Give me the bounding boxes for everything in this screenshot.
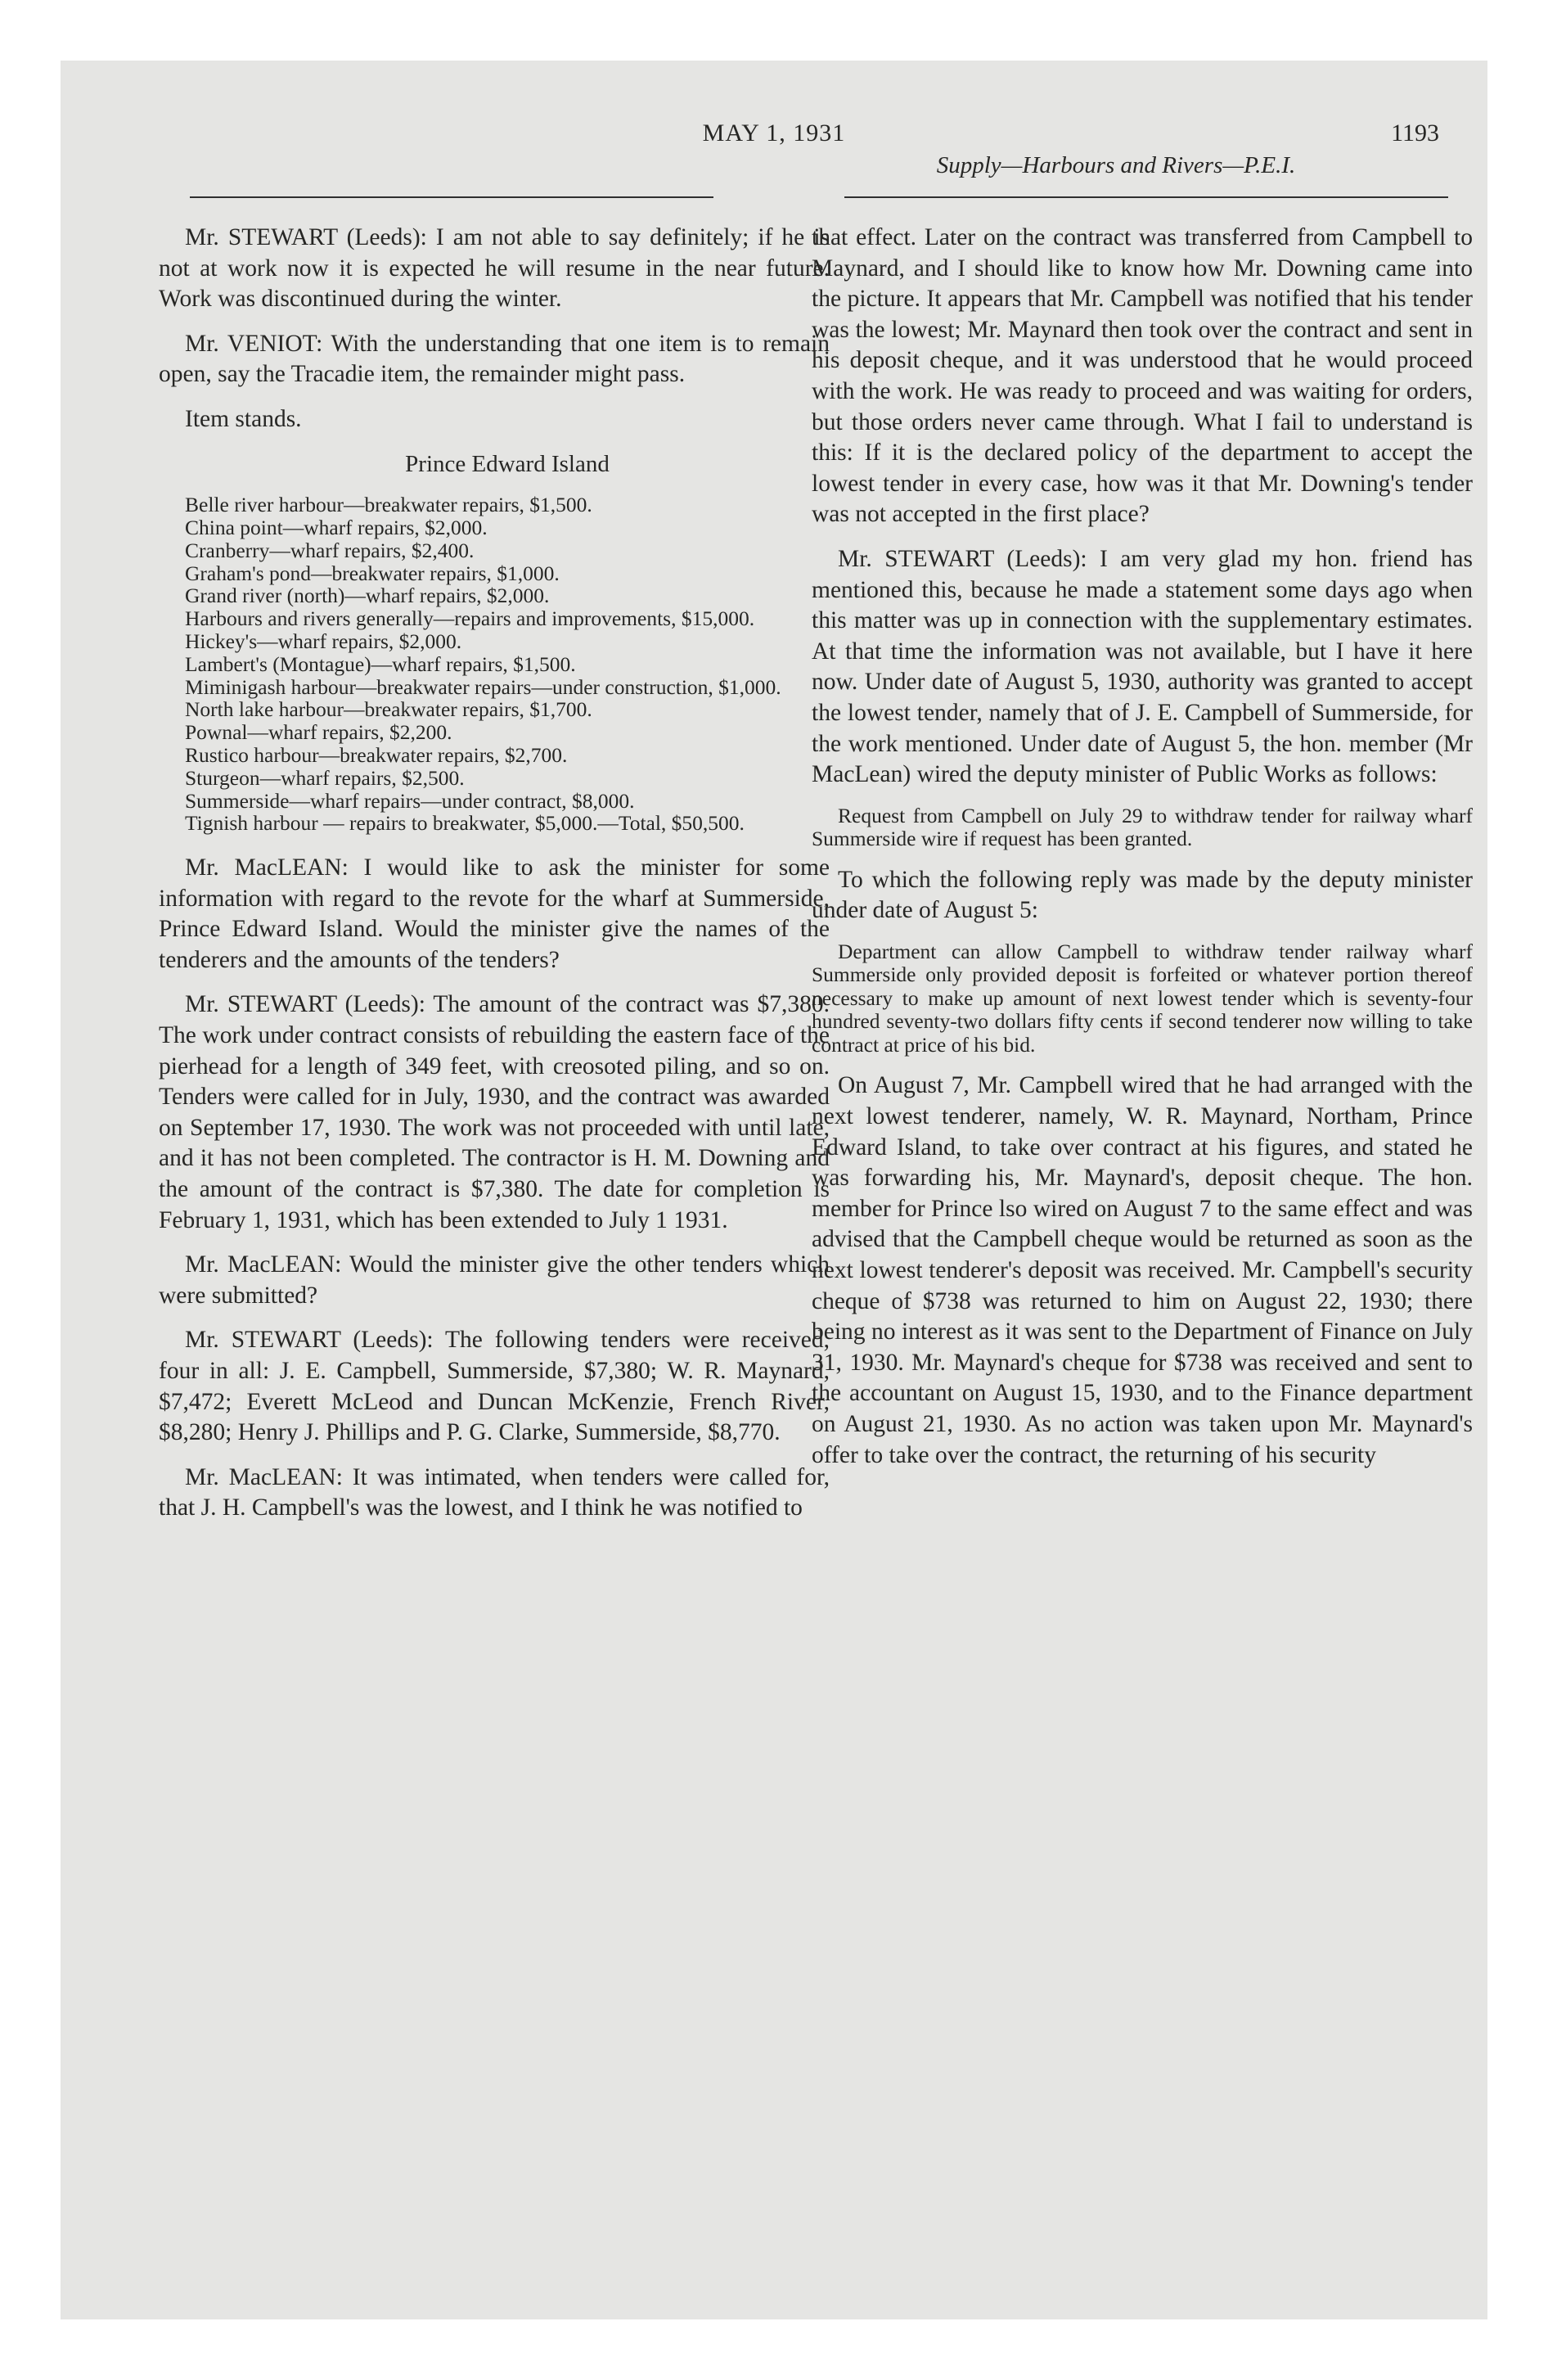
paragraph: On August 7, Mr. Campbell wired that he had arranged with the next lowest tenderer, namely, W. R. Maynard, Northam, Prince Edward Island, to take over contract at his figures, and stated he was forwarding his, Mr. Maynard's, deposit cheque. The hon. member for Prince lso wired on August 7 to the same effect and was advised that the Campbell cheque would be returned as soon as the next lowest tenderer's deposit was received. Mr. Campbell's security cheque of $738 was returned to him on August 22, 1930; there being no interest as it was sent to the Department of Finance on July 31, 1930. Mr. Maynard's cheque for $738 was received and sent to the accountant on August 15, 1930, and to the Finance department on August 21, 1930. As no action was taken upon Mr. Maynard's offer to take over the contract, the returning of his security xyxy=(812,1072,1473,1468)
page xyxy=(61,61,1487,2319)
header-rule-left xyxy=(190,196,713,198)
right-column xyxy=(812,223,1473,1485)
paragraph: Mr. VENIOT: With the understanding that one item is to remain open, say the Tracadie item, the remainder might pass. xyxy=(159,330,830,388)
section-heading: Prince Edward Island xyxy=(405,450,610,477)
paragraph: Mr. MacLEAN: Would the minister give the other tenders which were submitted? xyxy=(159,1251,830,1309)
paragraph: Item stands. xyxy=(185,405,302,432)
list-item: North lake harbour—breakwater repairs, $1,700. xyxy=(185,697,592,722)
list-item: Hickey's—wharf repairs, $2,000. xyxy=(185,629,462,653)
page-number: 1193 xyxy=(1391,119,1439,146)
list-item: Rustico harbour—breakwater repairs, $2,700. xyxy=(185,742,568,767)
header-date: MAY 1, 1931 xyxy=(702,119,846,146)
block-quote: Request from Campbell on July 29 to withdraw tender for railway wharf Summerside wire if request has been granted. xyxy=(812,803,1473,851)
header-rule-right xyxy=(844,196,1448,198)
header-subtitle: Supply—Harbours and Rivers—P.E.I. xyxy=(936,152,1296,178)
list-item: Miminigash harbour—breakwater repairs—under construction, $1,000. xyxy=(185,674,781,699)
list-item: Belle river harbour—breakwater repairs, $1,500. xyxy=(185,493,592,517)
item-list xyxy=(159,494,830,835)
paragraph: To which the following reply was made by the deputy minister under date of August 5: xyxy=(812,866,1473,924)
paragraph: Mr. MacLEAN: I would like to ask the minister for some information with regard to the revote for the wharf at Summerside, Prince Edward Island. Would the minister give the names of the tenderers and the amounts of the tenders? xyxy=(159,854,830,973)
paragraph: Mr. STEWART (Leeds): I am very glad my hon. friend has mentioned this, because he made a statement some days ago when this matter was up in connection with the supplementary estimates. At that time the information was not available, but I have it here now. Under date of August 5, 1930, authority was granted to accept the lowest tender, namely that of J. E. Campbell of Summerside, for the work mentioned. Under date of August 5, the hon. member (Mr MacLean) wired the deputy minister of Public Works as follows: xyxy=(812,545,1473,788)
block-quote: Department can allow Campbell to withdraw tender railway wharf Summerside only provided deposit is forfeited or whatever portion thereof necessary to make up amount of next lowest tender which is seventy-four hundred seventy-two dollars fifty cents if second tenderer now willing to take contract at price of his bid. xyxy=(812,939,1473,1057)
list-item: Tignish harbour — repairs to breakwater, $5,000.—Total, $50,500. xyxy=(185,811,745,836)
list-item: Pownal—wharf repairs, $2,200. xyxy=(185,720,452,745)
list-item: Summerside—wharf repairs—under contract, $8,000. xyxy=(185,788,635,813)
paragraph: Mr. STEWART (Leeds): The following tenders were received, four in all: J. E. Campbell, Summerside, $7,380; W. R. Maynard, $7,472; Everett McLeod and Duncan McKenzie, French River, $8,280; Henry J. Phillips and P. G. Clarke, Summerside, $8,770. xyxy=(159,1327,830,1446)
paragraph: Mr. MacLEAN: It was intimated, when tenders were called for, that J. H. Campbell's was the lowest, and I think he was notified to xyxy=(159,1463,830,1521)
list-item: China point—wharf repairs, $2,000. xyxy=(185,515,488,539)
paragraph: that effect. Later on the contract was transferred from Campbell to Maynard, and I should like to know how Mr. Downing came into the picture. It appears that Mr. Campbell was notified that his tender was the lowest; Mr. Maynard then took over the contract and sent in his deposit cheque, and it was understood that he would proceed with the work. He was ready to proceed and was waiting for orders, but those orders never came through. What I fail to understand is this: If it is the declared policy of the department to accept the lowest tender in every case, how was it that Mr. Downing's tender was not accepted in the first place? xyxy=(812,224,1473,528)
list-item: Sturgeon—wharf repairs, $2,500. xyxy=(185,765,465,790)
paragraph: Mr. STEWART (Leeds): The amount of the contract was $7,380. The work under contract consists of rebuilding the eastern face of the pierhead for a length of 349 feet, with creosoted piling, and so on. Tenders were called for in July, 1930, and the contract was awarded on September 17, 1930. The work was not proceeded with until late, and it has not been completed. The contractor is H. M. Downing and the amount of the contract is $7,380. The date for completion is February 1, 1931, which has been extended to July 1 1931. xyxy=(159,991,830,1233)
list-item: Harbours and rivers generally—repairs and improvements, $15,000. xyxy=(185,606,755,631)
list-item: Grand river (north)—wharf repairs, $2,000. xyxy=(185,584,550,608)
list-item: Graham's pond—breakwater repairs, $1,000. xyxy=(185,561,560,585)
left-column xyxy=(159,223,830,1538)
list-item: Lambert's (Montague)—wharf repairs, $1,500. xyxy=(185,651,576,676)
paragraph: Mr. STEWART (Leeds): I am not able to say definitely; if he is not at work now it is expected he will resume in the near future. Work was discontinued during the winter. xyxy=(159,224,830,313)
list-item: Cranberry—wharf repairs, $2,400. xyxy=(185,538,475,562)
